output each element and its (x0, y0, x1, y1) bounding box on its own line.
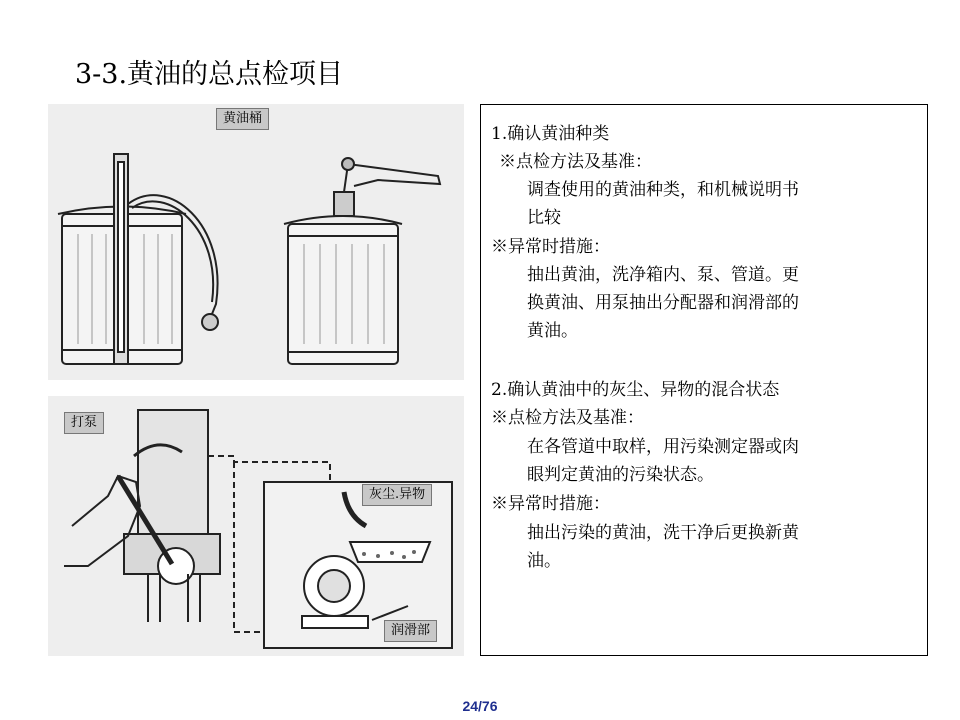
item-2-heading: 2.确认黄油中的灰尘、异物的混合状态 (491, 380, 780, 400)
grease-bucket-drawing (48, 104, 464, 380)
item-1-abnormal-line-3: 黄油。 (527, 321, 578, 341)
pump-lubrication-illustration (48, 396, 464, 656)
item-1-abnormal-line-1: 抽出黄油，洗净箱内、泵、管道。更 (527, 265, 799, 285)
dust-debris-label: 灰尘.异物 (362, 484, 432, 506)
item-1-abnormal-label: ※异常时措施： (491, 237, 610, 257)
item-2-method-label: ※点检方法及基准： (491, 408, 644, 428)
inspection-items-box (480, 104, 928, 656)
pump-lubrication-drawing (48, 396, 464, 656)
item-1-method-label: ※点检方法及基准： (499, 152, 652, 172)
item-1-method-line-2: 比较 (527, 208, 561, 228)
item-2-abnormal-label: ※异常时措施： (491, 494, 610, 514)
item-1-abnormal-line-2: 换黄油、用泵抽出分配器和润滑部的 (527, 293, 799, 313)
item-2-method-line-2: 眼判定黄油的污染状态。 (527, 465, 714, 485)
page-title: 3-3.黄油的总点检项目 (75, 59, 344, 90)
pump-action-label: 打泵 (64, 412, 104, 434)
item-1-method-line-1: 调查使用的黄油种类，和机械说明书 (527, 180, 799, 200)
page-number: 24/76 (462, 698, 498, 714)
grease-bucket-illustration (48, 104, 464, 380)
grease-bucket-label: 黄油桶 (216, 108, 269, 130)
item-2-abnormal-line-1: 抽出污染的黄油，洗干净后更换新黄 (527, 523, 799, 543)
lubrication-part-label: 润滑部 (384, 620, 437, 642)
item-2-abnormal-line-2: 油。 (527, 551, 561, 571)
item-1-heading: 1.确认黄油种类 (491, 124, 610, 144)
item-2-method-line-1: 在各管道中取样，用污染测定器或肉 (527, 437, 799, 457)
